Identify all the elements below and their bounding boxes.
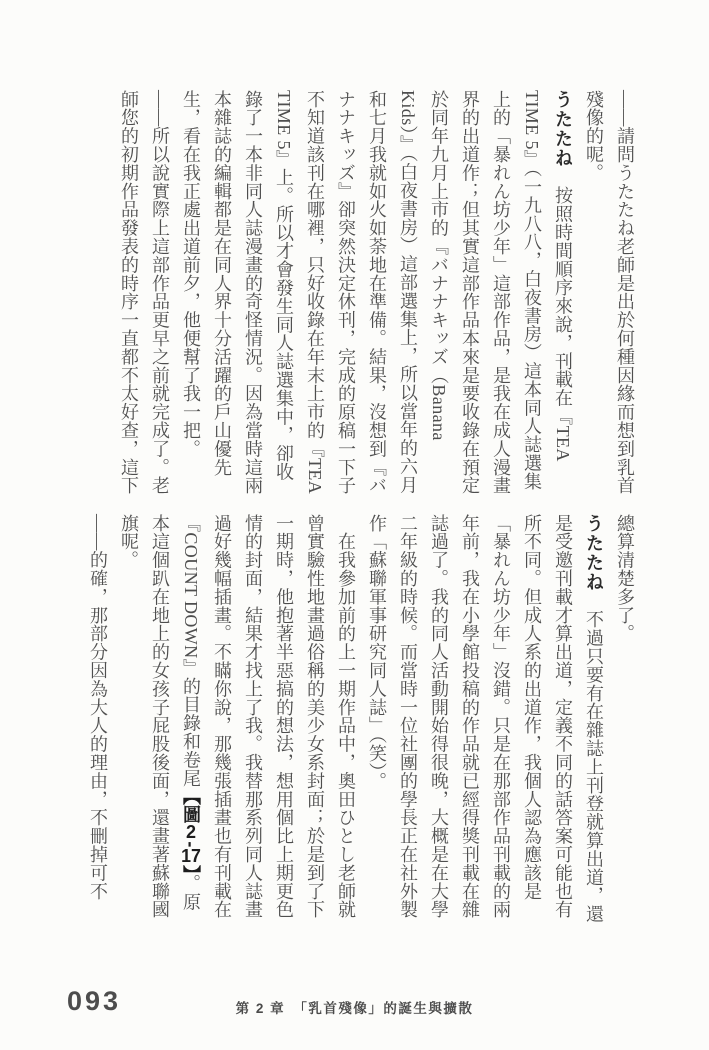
answer-text: 。原本這個趴在地上的女孩子屁股後面，還畫著蘇聯國旗呢。	[119, 514, 201, 919]
question-text: 總算清楚多了。	[615, 514, 635, 643]
figure-ref-close: 】	[181, 865, 201, 875]
utatane-answer-2-paragraph-2	[113, 514, 361, 927]
figure-ref-digit: 17	[181, 847, 201, 866]
question-text: ——所以說實際上這部作品更早之前就完成了。老師您的初期作品發表的時序一直都不太好查，這下	[119, 90, 170, 495]
text-tier-top	[113, 90, 640, 499]
question-text: ——的確，那部分因為大人的理由，不刪掉可不	[88, 514, 108, 901]
interviewer-question-1	[578, 90, 640, 499]
utatane-answer-2-paragraph-1	[361, 514, 609, 927]
figure-ref-open: 【圖	[181, 787, 201, 824]
answer-text: 按照時間順序來說，刊載在『TEA TIME 5』（一九八八，白夜書房）這本同人誌選集上的「暴れん坊少年」這部作品，是我在成人漫畫界的出道作；但其實這部作品本來是要收錄在預定於同年九月上市的『バナナキッズ（Banana Kids）』（白夜書房）這部選集上，所以當年的六月和七月我就如火如荼地在準備。結果，沒想到『バナナキッズ』卻突然決定休刊，完成的原稿一下子不知道該刊在哪裡，只好收錄在年末上市的『TEA TIME 5』上。所以才會發生同人誌選集中，卻收錄了一本非同人誌漫畫的奇怪情況。因為當時這兩本雜誌的編輯都是在同人界十分活躍的戶山優先生，看在我正處出道前夕，他便幫了我一把。	[181, 90, 573, 495]
answer-text: 在我參加前的上一期作品中，奧田ひとし老師就曾實驗性地畫過俗稱的美少女系封面；於是到了下一期時，他抱著半惡搞的想法，想用個比上期更色情的封面，結果才找上了我。我替那系列同人誌畫過好幾幅插畫。不瞞你說，那幾張插畫也有刊載在『COUNT DOWN』的目錄和卷尾	[181, 514, 356, 919]
interviewer-question-2-part2	[609, 514, 640, 927]
speaker-name: うたたね	[584, 514, 604, 592]
figure-ref-hyphen: -	[181, 841, 201, 848]
page-number: 093	[67, 986, 122, 1016]
interviewer-question-3	[82, 514, 113, 927]
question-text: ——請問うたたね老師是出於何種因緣而想到乳首殘像的呢。	[584, 90, 635, 495]
speaker-name: うたたね	[553, 90, 573, 168]
text-tier-bottom	[82, 514, 640, 927]
answer-text: 不過只要有在雜誌上刊登就算出道，還是受邀刊載才算出道，定義不同的話答案可能也有所不同。但成人系的出道作，我個人認為應該是「暴れん坊少年」沒錯。只是在那部作品刊載的兩年前，我在小學館投稿的作品就已經得獎刊載在雜誌過了。我的同人活動開始得很晚，大概是在大學二年級的時候。而當時一位社團的學長正在社外製作「蘇聯軍事研究同人誌」（笑）。	[367, 514, 604, 924]
utatane-answer-1	[175, 90, 578, 499]
figure-ref-digit: 2	[185, 823, 196, 842]
interviewer-question-2-part1	[113, 90, 175, 499]
figure-reference-2-17	[181, 787, 201, 874]
chapter-footer: 第 2 章 「乳首殘像」的誕生與擴散	[235, 1001, 474, 1016]
